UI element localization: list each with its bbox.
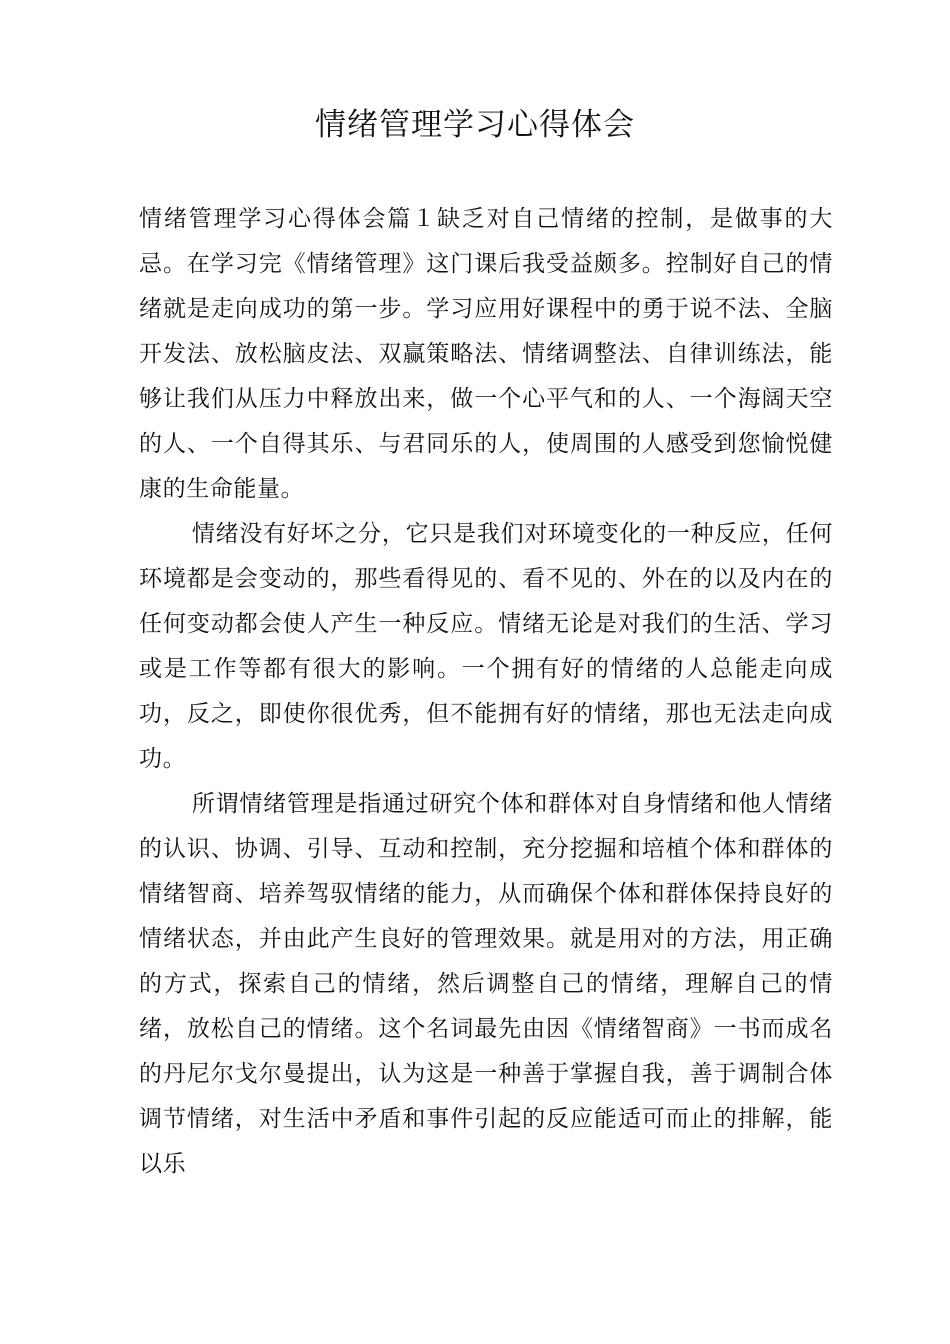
paragraph-1: 情绪管理学习心得体会篇１缺乏对自己情绪的控制，是做事的大忌。在学习完《情绪管理》这门课后我受益颇多。控制好自己的情绪就是走向成功的第一步。学习应用好课程中的勇于说不法、全脑开发法、放松脑皮法、双赢策略法、情绪调整法、自律训练法，能够让我们从压力中释放出来，做一个心平气和的人、一个海阔天空的人、一个自得其乐、与君同乐的人，使周围的人感受到您愉悦健康的生命能量。 bbox=[139, 206, 833, 502]
document-title: 情绪管理学习心得体会 bbox=[315, 107, 635, 143]
paragraph-3: 所谓情绪管理是指通过研究个体和群体对自身情绪和他人情绪的认识、协调、引导、互动和控制，充分挖掘和培植个体和群体的情绪智商、培养驾驭情绪的能力，从而确保个体和群体保持良好的情绪状态，并由此产生良好的管理效果。就是用对的方法，用正确的方式，探索自己的情绪，然后调整自己的情绪，理解自己的情绪，放松自己的情绪。这个名词最先由因《情绪智商》一书而成名的丹尼尔戈尔曼提出，认为这是一种善于掌握自我，善于调制合体调节情绪，对生活中矛盾和事件引起的反应能适可而止的排解，能以乐 bbox=[139, 791, 833, 1177]
paragraph-2: 情绪没有好坏之分，它只是我们对环境变化的一种反应，任何环境都是会变动的，那些看得见的、看不见的、外在的以及内在的任何变动都会使人产生一种反应。情绪无论是对我们的生活、学习或是工作等都有很大的影响。一个拥有好的情绪的人总能走向成功，反之，即使你很优秀，但不能拥有好的情绪，那也无法走向成功。 bbox=[139, 521, 833, 772]
document-body bbox=[139, 197, 833, 1187]
